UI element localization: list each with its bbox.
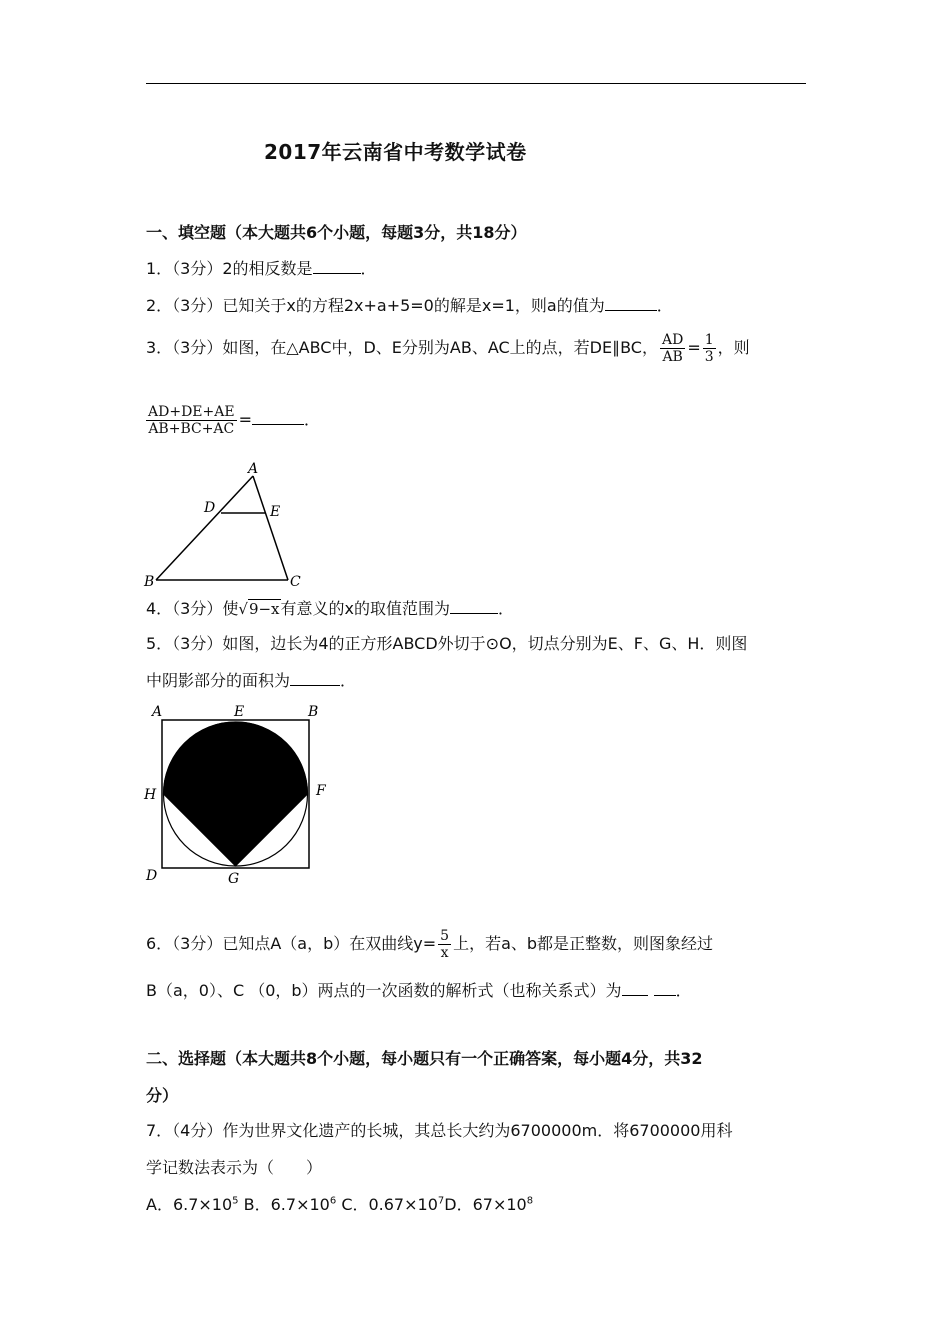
option-a[interactable]: A．$6.7\times 10^5$	[146, 1195, 239, 1214]
label-a: A	[248, 461, 259, 477]
question-3-line1: 3．（3分）如图，在△ABC中，D、E分别为AB、AC上的点，若DE∥BC， $\frac{AD}{AB}$ = $\frac{1}{3}$ ，则	[146, 332, 750, 365]
triangle-figure	[140, 460, 320, 592]
fraction-one-third: $\frac{1}{3}$	[704, 332, 714, 365]
answer-blank	[450, 598, 498, 614]
option-d[interactable]: D．$67\times 10^8$	[444, 1195, 534, 1214]
question-1-text: 1．（3分）2的相反数是	[146, 259, 313, 278]
header-rule	[146, 83, 806, 84]
option-c[interactable]: C．$0.67\times 10^7$	[341, 1195, 445, 1214]
question-6-line2: B（a，0）、C （0，b）两点的一次函数的解析式（也称关系式）为 ．	[146, 981, 692, 1000]
question-4: 4．（3分）使√9−x有意义的x的取值范围为 ．	[146, 599, 515, 618]
answer-blank	[605, 295, 657, 311]
answer-blank	[313, 258, 361, 274]
answer-blank	[622, 980, 648, 996]
fraction-ad-ab: $\frac{AD}{AB}$	[661, 332, 684, 365]
square-circle-figure	[140, 700, 340, 890]
label-b: B	[308, 704, 319, 720]
question-1: 1．（3分）2的相反数是 ．	[146, 259, 377, 278]
question-2: 2．（3分）已知关于x的方程2x+a+5=0的解是x=1，则a的值为 ．	[146, 296, 673, 315]
segment-ac	[253, 476, 288, 580]
question-6-line1: 6．（3分）已知点A（a，b）在双曲线y= $\frac{5}{x}$ 上，若a、b都是正整数，则图象经过	[146, 928, 714, 961]
answer-blank	[290, 670, 340, 686]
question-3-line2: $\frac{AD+DE+AE}{AB+BC+AC}$ = ．	[148, 404, 320, 437]
label-h: H	[144, 787, 157, 803]
page-title: 2017年云南省中考数学试卷	[264, 140, 527, 164]
label-f: F	[316, 783, 326, 799]
answer-blank	[654, 980, 676, 996]
label-a: A	[152, 704, 163, 720]
label-d: D	[204, 500, 216, 516]
label-d: D	[146, 868, 158, 884]
question-7-line1: 7．（4分）作为世界文化遗产的长城，其总长大约为6700000m．将6700000用科	[146, 1121, 733, 1140]
label-g: G	[228, 871, 240, 887]
label-b: B	[144, 574, 155, 590]
label-c: C	[290, 574, 301, 590]
section2-heading-line1: 二、选择题（本大题共8个小题，每小题只有一个正确答案，每小题4分，共32	[146, 1049, 703, 1068]
question-2-text: 2．（3分）已知关于x的方程2x+a+5=0的解是x=1，则a的值为	[146, 296, 605, 315]
section1-heading: 一、填空题（本大题共6个小题，每题3分，共18分）	[146, 223, 527, 242]
question-3-text: 3．（3分）如图，在△ABC中，D、E分别为AB、AC上的点，若DE∥BC，	[146, 338, 658, 357]
label-e: E	[270, 504, 281, 520]
square-root: √9−x	[238, 600, 280, 618]
question-7-line2: 学记数法表示为（ ）	[146, 1158, 323, 1177]
shaded-region	[164, 722, 308, 866]
fraction-5-over-x: $\frac{5}{x}$	[440, 928, 450, 961]
option-b[interactable]: B．$6.7\times 10^6$	[243, 1195, 337, 1214]
label-e: E	[234, 704, 245, 720]
answer-blank	[252, 409, 304, 425]
segment-ab	[156, 476, 253, 580]
fraction-perimeter-ratio: $\frac{AD+DE+AE}{AB+BC+AC}$	[148, 404, 235, 437]
question-7-options	[146, 1194, 533, 1216]
question-5-line2: 中阴影部分的面积为 ．	[146, 671, 357, 690]
question-5-line1: 5．（3分）如图，边长为4的正方形ABCD外切于⊙O，切点分别为E、F、G、H．则图	[146, 634, 748, 653]
section2-heading-line2: 分）	[146, 1086, 179, 1105]
